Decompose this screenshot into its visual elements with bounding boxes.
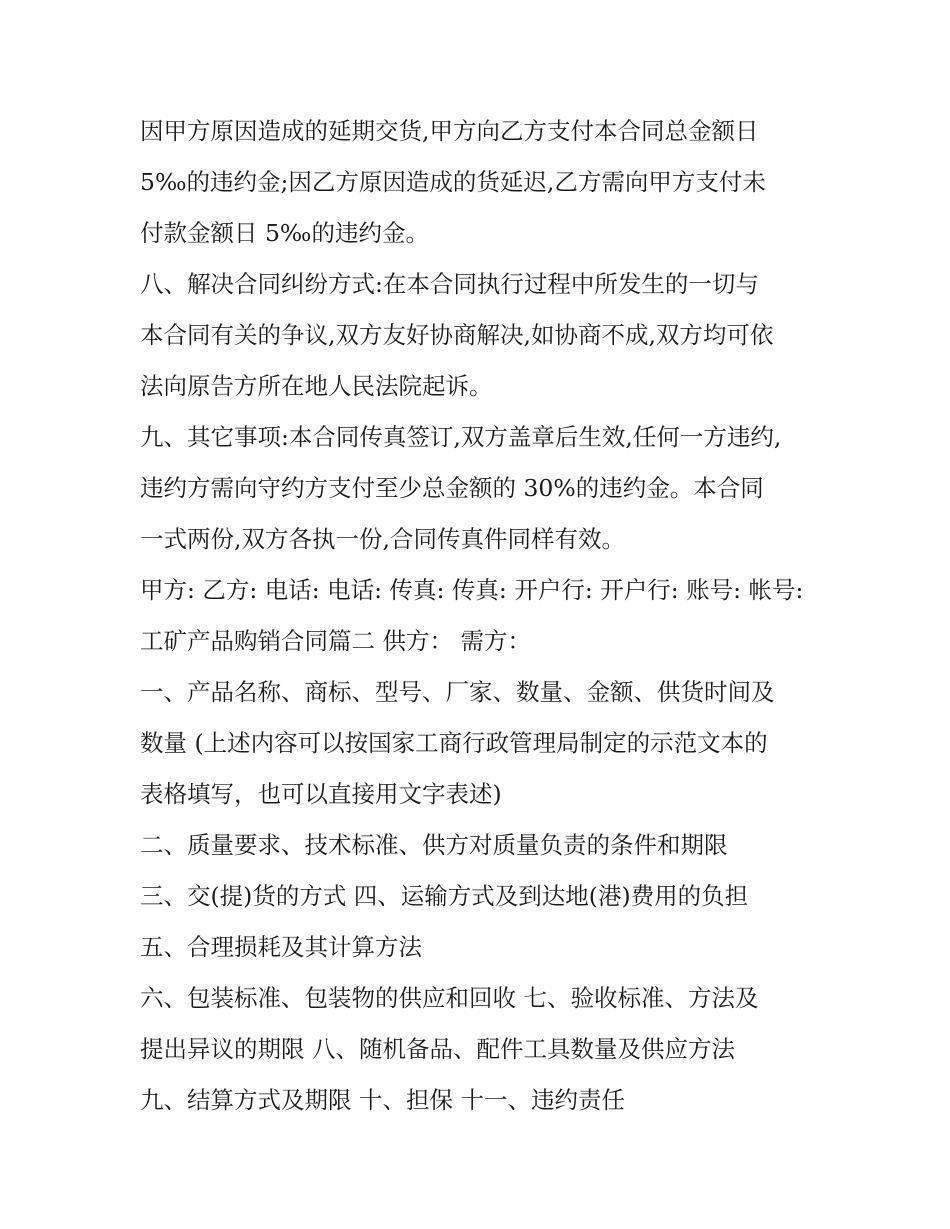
text-line: 一、产品名称、商标、型号、厂家、数量、金额、供货时间及 (140, 678, 775, 706)
document-body (140, 106, 830, 1126)
text-line: 六、包装标准、包装物的供应和回收 七、验收标准、方法及 (140, 984, 759, 1012)
text-line: 八、解决合同纠纷方式:在本合同执行过程中所发生的一切与 (140, 270, 759, 298)
text-line: 工矿产品购销合同篇二 供方： 需方： (140, 627, 531, 655)
text-line: 5‰的违约金;因乙方原因造成的货延迟,乙方需向甲方支付未 (140, 168, 766, 196)
text-line: 表格填写，也可以直接用文字表述) (140, 780, 502, 808)
text-line: 提出异议的期限 八、随机备品、配件工具数量及供应方法 (140, 1035, 735, 1063)
text-line: 本合同有关的争议,双方友好协商解决,如协商不成,双方均可依 (140, 321, 774, 349)
text-line: 九、结算方式及期限 十、担保 十一、违约责任 (140, 1086, 625, 1114)
text-line: 甲方: 乙方: 电话: 电话: 传真: 传真: 开户行: 开户行: 账号: 帐号: (140, 576, 804, 604)
text-line: 二、质量要求、技术标准、供方对质量负责的条件和期限 (140, 831, 728, 859)
text-line: 九、其它事项:本合同传真签订,双方盖章后生效,任何一方违约, (140, 423, 782, 451)
text-line: 违约方需向守约方支付至少总金额的 30%的违约金。本合同 (140, 474, 764, 502)
text-line: 一式两份,双方各执一份,合同传真件同样有效。 (140, 525, 625, 553)
text-line: 五、合理损耗及其计算方法 (140, 933, 422, 961)
text-line: 因甲方原因造成的延期交货,甲方向乙方支付本合同总金额日 (140, 117, 759, 145)
text-line: 三、交(提)货的方式 四、运输方式及到达地(港)费用的负担 (140, 882, 749, 910)
text-line: 付款金额日 5‰的违约金。 (140, 219, 429, 247)
text-line: 数量 (上述内容可以按国家工商行政管理局制定的示范文本的 (140, 729, 768, 757)
text-line: 法向原告方所在地人民法院起诉。 (140, 372, 493, 400)
